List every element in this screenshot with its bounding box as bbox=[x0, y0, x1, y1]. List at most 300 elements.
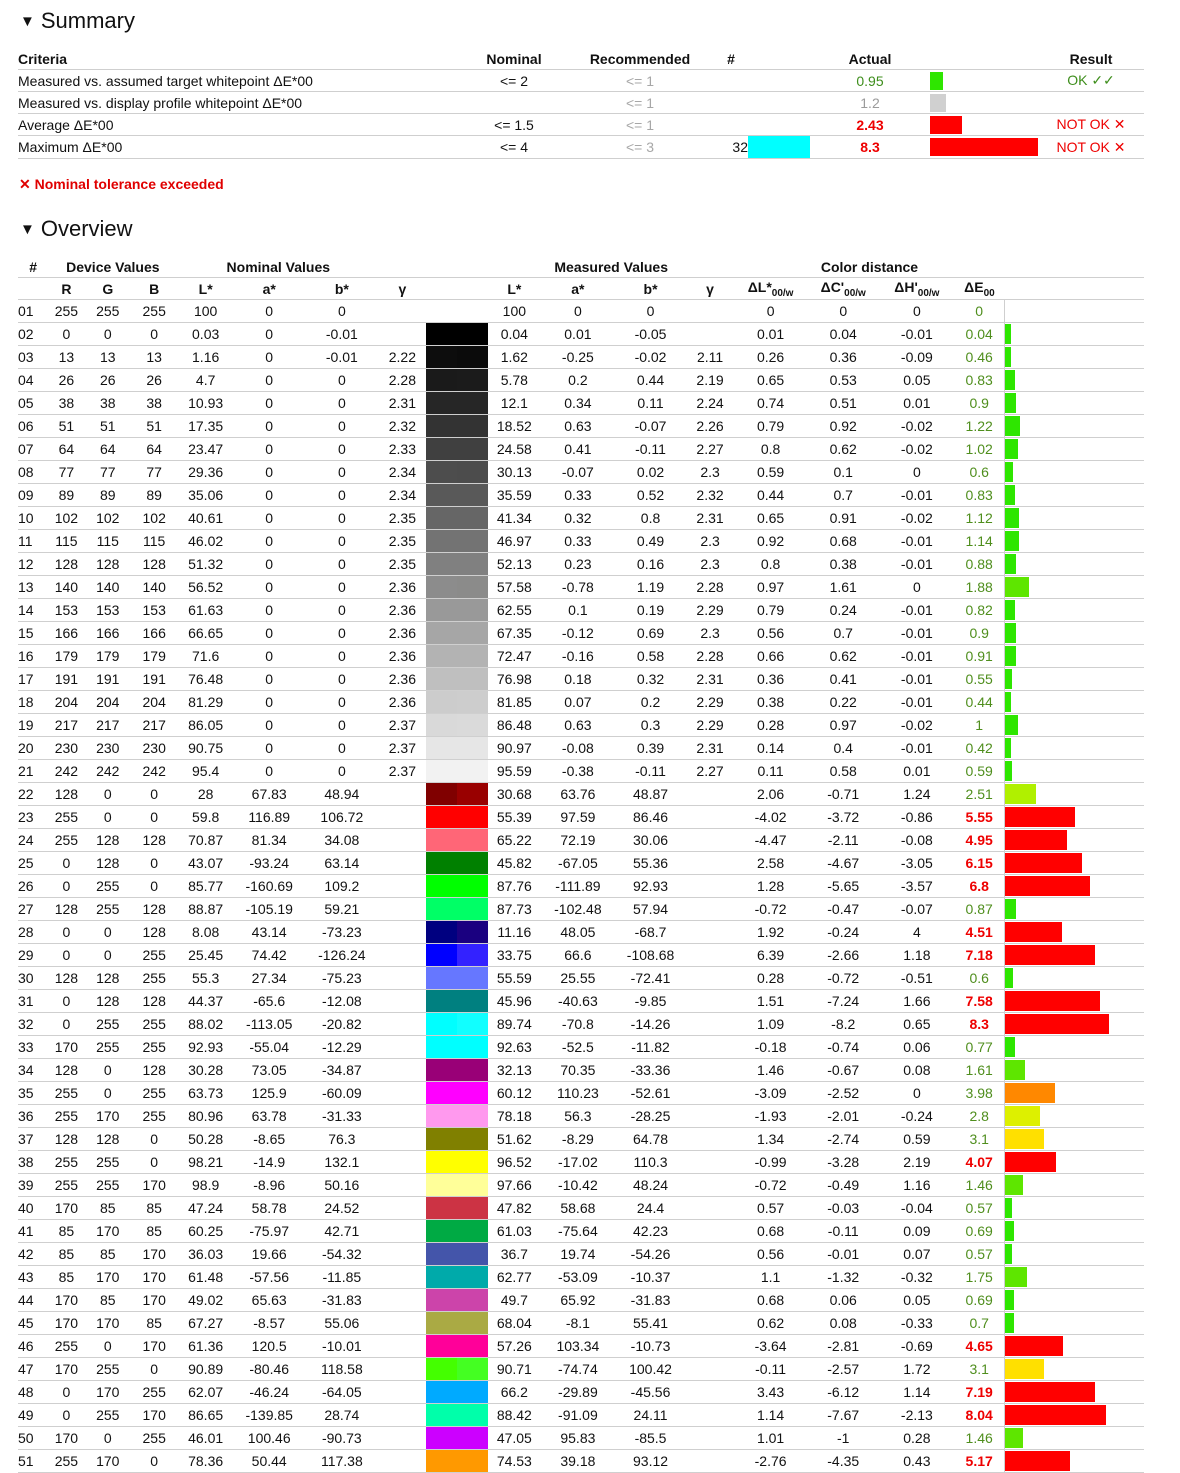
device-b-cell: 153 bbox=[131, 599, 177, 622]
measured-a-cell: 0 bbox=[541, 300, 616, 323]
delta-e-bar-cell bbox=[1005, 737, 1144, 760]
nominal-color-patch bbox=[426, 1450, 457, 1472]
delta-e-bar bbox=[1005, 347, 1011, 367]
overview-row bbox=[18, 300, 1144, 323]
nominal-gamma-cell bbox=[379, 944, 425, 967]
nominal-color-patch bbox=[426, 438, 457, 460]
nominal-gamma-cell bbox=[379, 1082, 425, 1105]
summary-row bbox=[18, 114, 1144, 136]
measured-gamma-cell bbox=[686, 875, 734, 898]
device-r-cell: 26 bbox=[48, 369, 84, 392]
actual-bar bbox=[930, 138, 1038, 156]
patch-number-cell: 35 bbox=[18, 1082, 48, 1105]
nominal-swatch bbox=[426, 1427, 457, 1450]
measured-color-patch bbox=[457, 1404, 488, 1426]
device-r-cell: 179 bbox=[48, 645, 84, 668]
delta-e-cell: 5.55 bbox=[954, 806, 1004, 829]
device-g-cell: 191 bbox=[85, 668, 131, 691]
nominal-color-patch bbox=[426, 1174, 457, 1196]
measured-l-cell: 41.34 bbox=[488, 507, 540, 530]
delta-e-bar-cell bbox=[1005, 852, 1144, 875]
delta-e-bar-cell bbox=[1005, 990, 1144, 1013]
nominal-gamma-cell bbox=[379, 1197, 425, 1220]
g-header: G bbox=[85, 278, 131, 300]
nominal-a-cell: 0 bbox=[234, 369, 305, 392]
device-g-cell: 89 bbox=[85, 484, 131, 507]
delta-l-cell: 0 bbox=[734, 300, 807, 323]
patch-number-cell: 26 bbox=[18, 875, 48, 898]
measured-a-cell: -17.02 bbox=[541, 1151, 616, 1174]
delta-e-cell: 0.04 bbox=[954, 323, 1004, 346]
measured-swatch bbox=[457, 415, 488, 438]
nominal-swatch bbox=[426, 1013, 457, 1036]
measured-color-patch bbox=[457, 852, 488, 874]
measured-a-cell: 0.63 bbox=[541, 415, 616, 438]
actual-header: Actual bbox=[810, 48, 930, 70]
delta-e-bar bbox=[1005, 1129, 1044, 1149]
device-b-cell: 166 bbox=[131, 622, 177, 645]
delta-e-bar bbox=[1005, 485, 1015, 505]
actual-bar-cell bbox=[930, 70, 1038, 92]
overview-row bbox=[18, 392, 1144, 415]
delta-h-cell: -0.01 bbox=[880, 484, 955, 507]
device-r-cell: 170 bbox=[48, 1036, 84, 1059]
measured-a-cell: 0.34 bbox=[541, 392, 616, 415]
delta-l-cell: 0.57 bbox=[734, 1197, 807, 1220]
delta-h-cell: 0.05 bbox=[880, 369, 955, 392]
nominal-a-cell: -46.24 bbox=[234, 1381, 305, 1404]
nominal-l-cell: 81.29 bbox=[177, 691, 234, 714]
delta-c-cell: -3.28 bbox=[807, 1151, 880, 1174]
nominal-a-cell: 0 bbox=[234, 622, 305, 645]
delta-e-cell: 0.77 bbox=[954, 1036, 1004, 1059]
nominal-l-cell: 80.96 bbox=[177, 1105, 234, 1128]
delta-h-cell: 1.14 bbox=[880, 1381, 955, 1404]
nominal-a-cell: 0 bbox=[234, 530, 305, 553]
delta-c-cell: 0 bbox=[807, 300, 880, 323]
nominal-l-cell: 88.87 bbox=[177, 898, 234, 921]
delta-e-bar-cell bbox=[1005, 806, 1144, 829]
patch-swatch-cell bbox=[748, 92, 810, 114]
patch-number-cell: 46 bbox=[18, 1335, 48, 1358]
measured-a-cell: -91.09 bbox=[541, 1404, 616, 1427]
nominal-gamma-cell bbox=[379, 1105, 425, 1128]
measured-a-cell: 110.23 bbox=[541, 1082, 616, 1105]
delta-e-cell: 1 bbox=[954, 714, 1004, 737]
delta-e-bar-cell bbox=[1005, 484, 1144, 507]
device-g-cell: 38 bbox=[85, 392, 131, 415]
overview-row bbox=[18, 553, 1144, 576]
overview-table bbox=[18, 256, 1144, 1473]
delta-c-cell: -6.12 bbox=[807, 1381, 880, 1404]
overview-heading[interactable]: ▼ Overview bbox=[20, 216, 133, 241]
measured-gamma-cell: 2.31 bbox=[686, 507, 734, 530]
nominal-b-cell: -60.09 bbox=[305, 1082, 380, 1105]
nominal-a-cell: 0 bbox=[234, 760, 305, 783]
device-g-cell: 85 bbox=[85, 1197, 131, 1220]
delta-c-cell: -0.24 bbox=[807, 921, 880, 944]
nominal-color-patch bbox=[426, 1335, 457, 1357]
delta-l-cell: 1.28 bbox=[734, 875, 807, 898]
nominal-a-cell: -105.19 bbox=[234, 898, 305, 921]
device-r-cell: 128 bbox=[48, 967, 84, 990]
measured-gamma-cell: 2.28 bbox=[686, 576, 734, 599]
delta-c-cell: 0.41 bbox=[807, 668, 880, 691]
delta-h-cell: 0.09 bbox=[880, 1220, 955, 1243]
delta-e-bar bbox=[1005, 508, 1019, 528]
nominal-a-cell: -75.97 bbox=[234, 1220, 305, 1243]
overview-row bbox=[18, 323, 1144, 346]
nominal-swatch bbox=[426, 852, 457, 875]
actual-cell: 8.3 bbox=[810, 136, 930, 159]
overview-row bbox=[18, 921, 1144, 944]
nominal-b-cell: 28.74 bbox=[305, 1404, 380, 1427]
measured-gamma-cell bbox=[686, 1312, 734, 1335]
measured-a-cell: -74.74 bbox=[541, 1358, 616, 1381]
device-r-cell: 0 bbox=[48, 1013, 84, 1036]
nominal-gamma-cell bbox=[379, 1036, 425, 1059]
overview-row bbox=[18, 668, 1144, 691]
measured-b-cell: 1.19 bbox=[615, 576, 686, 599]
measured-color-patch bbox=[457, 1197, 488, 1219]
delta-l-cell: 0.62 bbox=[734, 1312, 807, 1335]
delta-e-bar bbox=[1005, 646, 1016, 666]
measured-swatch bbox=[457, 714, 488, 737]
nominal-l-cell: 17.35 bbox=[177, 415, 234, 438]
patch-number-cell: 19 bbox=[18, 714, 48, 737]
measured-l-cell: 47.05 bbox=[488, 1427, 540, 1450]
nominal-b-cell: -73.23 bbox=[305, 921, 380, 944]
measured-b-cell: 0.8 bbox=[615, 507, 686, 530]
measured-color-patch bbox=[457, 737, 488, 759]
nominal-b-cell: -31.33 bbox=[305, 1105, 380, 1128]
measured-gamma-cell bbox=[686, 944, 734, 967]
delta-c-cell: 0.68 bbox=[807, 530, 880, 553]
patch-number-cell: 01 bbox=[18, 300, 48, 323]
delta-e-bar-cell bbox=[1005, 392, 1144, 415]
measured-b-cell: 0.32 bbox=[615, 668, 686, 691]
measured-gamma-cell bbox=[686, 1450, 734, 1473]
nominal-swatch bbox=[426, 1174, 457, 1197]
nominal-b-cell: 0 bbox=[305, 369, 380, 392]
measured-a-cell: -40.63 bbox=[541, 990, 616, 1013]
measured-swatch bbox=[457, 507, 488, 530]
nominal-color-patch bbox=[426, 921, 457, 943]
measured-b-cell: 0.16 bbox=[615, 553, 686, 576]
patch-number-cell: 49 bbox=[18, 1404, 48, 1427]
delta-h-cell: -0.86 bbox=[880, 806, 955, 829]
nominal-gamma-header: γ bbox=[379, 278, 425, 300]
device-g-cell: 0 bbox=[85, 1059, 131, 1082]
device-r-cell: 255 bbox=[48, 1174, 84, 1197]
patch-number-cell: 41 bbox=[18, 1220, 48, 1243]
nominal-a-cell: 0 bbox=[234, 599, 305, 622]
nominal-color-patch bbox=[426, 1381, 457, 1403]
nominal-gamma-cell: 2.36 bbox=[379, 668, 425, 691]
delta-l-cell: 0.26 bbox=[734, 346, 807, 369]
delta-l-cell: 0.68 bbox=[734, 1220, 807, 1243]
measured-a-cell: -111.89 bbox=[541, 875, 616, 898]
delta-c-cell: 0.7 bbox=[807, 622, 880, 645]
delta-l-cell: -0.18 bbox=[734, 1036, 807, 1059]
nominal-swatch bbox=[426, 438, 457, 461]
delta-e-cell: 6.15 bbox=[954, 852, 1004, 875]
measured-gamma-cell: 2.31 bbox=[686, 668, 734, 691]
device-b-cell: 0 bbox=[131, 806, 177, 829]
delta-l-cell: -0.72 bbox=[734, 898, 807, 921]
measured-color-patch bbox=[457, 1174, 488, 1196]
device-r-cell: 204 bbox=[48, 691, 84, 714]
nominal-color-patch bbox=[426, 300, 457, 322]
nominal-a-cell: 0 bbox=[234, 691, 305, 714]
nominal-b-cell: 0 bbox=[305, 392, 380, 415]
measured-a-cell: -0.16 bbox=[541, 645, 616, 668]
nominal-gamma-cell bbox=[379, 300, 425, 323]
delta-e-bar-cell bbox=[1005, 1404, 1144, 1427]
delta-e-cell: 0.88 bbox=[954, 553, 1004, 576]
nominal-swatch bbox=[426, 300, 457, 323]
delta-h-cell: 0.65 bbox=[880, 1013, 955, 1036]
device-g-cell: 255 bbox=[85, 1174, 131, 1197]
delta-h-cell: -0.01 bbox=[880, 622, 955, 645]
nominal-gamma-cell bbox=[379, 898, 425, 921]
nominal-l-cell: 61.48 bbox=[177, 1266, 234, 1289]
delta-e-bar bbox=[1005, 577, 1029, 597]
delta-c-cell: 0.4 bbox=[807, 737, 880, 760]
nominal-b-cell: 0 bbox=[305, 484, 380, 507]
delta-e-bar-cell bbox=[1005, 1013, 1144, 1036]
device-b-cell: 170 bbox=[131, 1335, 177, 1358]
device-r-cell: 255 bbox=[48, 1335, 84, 1358]
measured-l-cell: 51.62 bbox=[488, 1128, 540, 1151]
delta-e-bar-cell bbox=[1005, 875, 1144, 898]
delta-c-cell: 0.97 bbox=[807, 714, 880, 737]
delta-h-header: $\Delta H'_{00/w}$ bbox=[880, 278, 955, 300]
nominal-l-cell: 76.48 bbox=[177, 668, 234, 691]
nominal-l-cell: 4.7 bbox=[177, 369, 234, 392]
nominal-swatch bbox=[426, 875, 457, 898]
measured-a-cell: 0.23 bbox=[541, 553, 616, 576]
measured-swatch bbox=[457, 737, 488, 760]
nominal-l-cell: 0.03 bbox=[177, 323, 234, 346]
measured-a-cell: -0.25 bbox=[541, 346, 616, 369]
device-r-cell: 153 bbox=[48, 599, 84, 622]
measured-l-cell: 30.13 bbox=[488, 461, 540, 484]
measured-l-cell: 30.68 bbox=[488, 783, 540, 806]
delta-c-cell: -3.72 bbox=[807, 806, 880, 829]
device-b-cell: 255 bbox=[131, 1105, 177, 1128]
delta-e-bar bbox=[1005, 1359, 1044, 1379]
device-g-cell: 64 bbox=[85, 438, 131, 461]
measured-color-patch bbox=[457, 1358, 488, 1380]
delta-e-cell: 2.51 bbox=[954, 783, 1004, 806]
delta-e-bar-cell bbox=[1005, 553, 1144, 576]
delta-h-cell: 0.59 bbox=[880, 1128, 955, 1151]
measured-color-patch bbox=[457, 1450, 488, 1472]
delta-e-bar bbox=[1005, 968, 1013, 988]
device-g-cell: 0 bbox=[85, 1427, 131, 1450]
nominal-gamma-cell: 2.34 bbox=[379, 461, 425, 484]
device-g-cell: 128 bbox=[85, 553, 131, 576]
result-cell: NOT OK ✕ bbox=[1038, 114, 1144, 136]
measured-a-cell: -8.29 bbox=[541, 1128, 616, 1151]
patch-number-cell: 07 bbox=[18, 438, 48, 461]
nominal-a-cell: -80.46 bbox=[234, 1358, 305, 1381]
device-r-cell: 13 bbox=[48, 346, 84, 369]
measured-a-cell: -8.1 bbox=[541, 1312, 616, 1335]
device-b-cell: 85 bbox=[131, 1312, 177, 1335]
delta-h-cell: 0.01 bbox=[880, 760, 955, 783]
delta-h-cell: -3.05 bbox=[880, 852, 955, 875]
device-g-cell: 13 bbox=[85, 346, 131, 369]
measured-l-cell: 57.58 bbox=[488, 576, 540, 599]
measured-gamma-cell: 2.32 bbox=[686, 484, 734, 507]
patch-number-cell: 06 bbox=[18, 415, 48, 438]
measured-a-cell: 0.18 bbox=[541, 668, 616, 691]
measured-color-patch bbox=[457, 1335, 488, 1357]
device-g-cell: 230 bbox=[85, 737, 131, 760]
delta-e-cell: 7.18 bbox=[954, 944, 1004, 967]
measured-b-cell: -33.36 bbox=[615, 1059, 686, 1082]
device-b-cell: 128 bbox=[131, 921, 177, 944]
delta-e-cell: 0.42 bbox=[954, 737, 1004, 760]
overview-row bbox=[18, 369, 1144, 392]
device-b-cell: 0 bbox=[131, 875, 177, 898]
measured-a-cell: 65.92 bbox=[541, 1289, 616, 1312]
delta-h-cell: -0.51 bbox=[880, 967, 955, 990]
nominal-color-patch bbox=[426, 415, 457, 437]
delta-c-cell: 0.91 bbox=[807, 507, 880, 530]
nominal-l-cell: 35.06 bbox=[177, 484, 234, 507]
measured-color-patch bbox=[457, 484, 488, 506]
delta-e-bar bbox=[1005, 830, 1067, 850]
device-r-cell: 0 bbox=[48, 921, 84, 944]
patch-number-cell: 42 bbox=[18, 1243, 48, 1266]
device-r-cell: 170 bbox=[48, 1427, 84, 1450]
measured-b-cell: -9.85 bbox=[615, 990, 686, 1013]
overview-row bbox=[18, 1450, 1144, 1473]
nominal-swatch bbox=[426, 1358, 457, 1381]
device-g-cell: 115 bbox=[85, 530, 131, 553]
delta-h-cell: -0.01 bbox=[880, 645, 955, 668]
nominal-l-cell: 8.08 bbox=[177, 921, 234, 944]
patch-number-cell: 32 bbox=[714, 136, 748, 159]
delta-c-cell: -8.2 bbox=[807, 1013, 880, 1036]
delta-c-cell: -0.67 bbox=[807, 1059, 880, 1082]
nominal-swatch bbox=[426, 990, 457, 1013]
measured-a-cell: 0.07 bbox=[541, 691, 616, 714]
patch-number-cell: 48 bbox=[18, 1381, 48, 1404]
nominal-b-cell: 0 bbox=[305, 737, 380, 760]
delta-c-cell: -0.47 bbox=[807, 898, 880, 921]
nominal-gamma-cell: 2.31 bbox=[379, 392, 425, 415]
nominal-values-header: Nominal Values bbox=[177, 256, 379, 278]
delta-e-bar bbox=[1005, 439, 1018, 459]
nominal-b-cell: -0.01 bbox=[305, 323, 380, 346]
delta-e-bar-cell bbox=[1005, 967, 1144, 990]
nominal-gamma-cell: 2.35 bbox=[379, 553, 425, 576]
delta-h-cell: 0.43 bbox=[880, 1450, 955, 1473]
patch-number-cell: 37 bbox=[18, 1128, 48, 1151]
measured-b-cell: 30.06 bbox=[615, 829, 686, 852]
nominal-color-patch bbox=[426, 898, 457, 920]
measured-b-cell: -45.56 bbox=[615, 1381, 686, 1404]
criteria-cell: Average ΔE*00 bbox=[18, 114, 462, 136]
recommended-cell: <= 1 bbox=[566, 114, 714, 136]
delta-c-cell: -2.66 bbox=[807, 944, 880, 967]
nominal-gamma-cell: 2.35 bbox=[379, 507, 425, 530]
nominal-a-cell: -93.24 bbox=[234, 852, 305, 875]
nominal-gamma-cell bbox=[379, 323, 425, 346]
device-b-cell: 191 bbox=[131, 668, 177, 691]
delta-c-cell: -5.65 bbox=[807, 875, 880, 898]
overview-row bbox=[18, 576, 1144, 599]
delta-h-cell: -0.08 bbox=[880, 829, 955, 852]
device-b-cell: 38 bbox=[131, 392, 177, 415]
measured-swatch bbox=[457, 1220, 488, 1243]
delta-l-cell: 0.65 bbox=[734, 507, 807, 530]
delta-e-bar-cell bbox=[1005, 944, 1144, 967]
nominal-a-cell: -14.9 bbox=[234, 1151, 305, 1174]
nominal-l-cell: 55.3 bbox=[177, 967, 234, 990]
measured-gamma-cell bbox=[686, 1082, 734, 1105]
nominal-swatch bbox=[426, 1082, 457, 1105]
device-b-cell: 115 bbox=[131, 530, 177, 553]
color-distance-header: Color distance bbox=[734, 256, 1004, 278]
measured-a-cell: -67.05 bbox=[541, 852, 616, 875]
nominal-a-cell: 0 bbox=[234, 438, 305, 461]
delta-c-cell: 0.1 bbox=[807, 461, 880, 484]
nominal-color-patch bbox=[426, 576, 457, 598]
nominal-color-patch bbox=[426, 1197, 457, 1219]
delta-e-bar-cell bbox=[1005, 921, 1144, 944]
delta-l-cell: 0.36 bbox=[734, 668, 807, 691]
delta-e-bar-cell bbox=[1005, 1427, 1144, 1450]
device-r-cell: 0 bbox=[48, 323, 84, 346]
nominal-b-cell: 0 bbox=[305, 438, 380, 461]
delta-e-bar bbox=[1005, 1267, 1027, 1287]
nominal-gamma-cell bbox=[379, 852, 425, 875]
delta-l-cell: 1.51 bbox=[734, 990, 807, 1013]
measured-swatch bbox=[457, 990, 488, 1013]
nominal-a-cell: -160.69 bbox=[234, 875, 305, 898]
summary-heading[interactable]: ▼ Summary bbox=[20, 8, 135, 33]
nominal-a-cell: 0 bbox=[234, 507, 305, 530]
measured-swatch bbox=[457, 300, 488, 323]
delta-e-bar bbox=[1005, 945, 1095, 965]
device-r-cell: 77 bbox=[48, 461, 84, 484]
delta-e-cell: 0.69 bbox=[954, 1289, 1004, 1312]
delta-e-bar bbox=[1005, 1083, 1055, 1103]
delta-e-bar bbox=[1005, 623, 1016, 643]
nominal-a-cell: 0 bbox=[234, 645, 305, 668]
delta-c-header: $\Delta C'_{00/w}$ bbox=[807, 278, 880, 300]
nominal-a-cell: 43.14 bbox=[234, 921, 305, 944]
device-b-cell: 140 bbox=[131, 576, 177, 599]
measured-b-cell: 0.19 bbox=[615, 599, 686, 622]
measured-l-cell: 55.39 bbox=[488, 806, 540, 829]
delta-e-cell: 7.58 bbox=[954, 990, 1004, 1013]
nominal-gamma-cell bbox=[379, 783, 425, 806]
patch-number-cell: 31 bbox=[18, 990, 48, 1013]
patch-number-cell: 45 bbox=[18, 1312, 48, 1335]
delta-e-bar bbox=[1005, 1428, 1023, 1448]
nominal-b-cell: -34.87 bbox=[305, 1059, 380, 1082]
measured-b-cell: 0.44 bbox=[615, 369, 686, 392]
device-g-cell: 170 bbox=[85, 1450, 131, 1473]
nominal-gamma-cell: 2.36 bbox=[379, 599, 425, 622]
nominal-color-patch bbox=[426, 507, 457, 529]
